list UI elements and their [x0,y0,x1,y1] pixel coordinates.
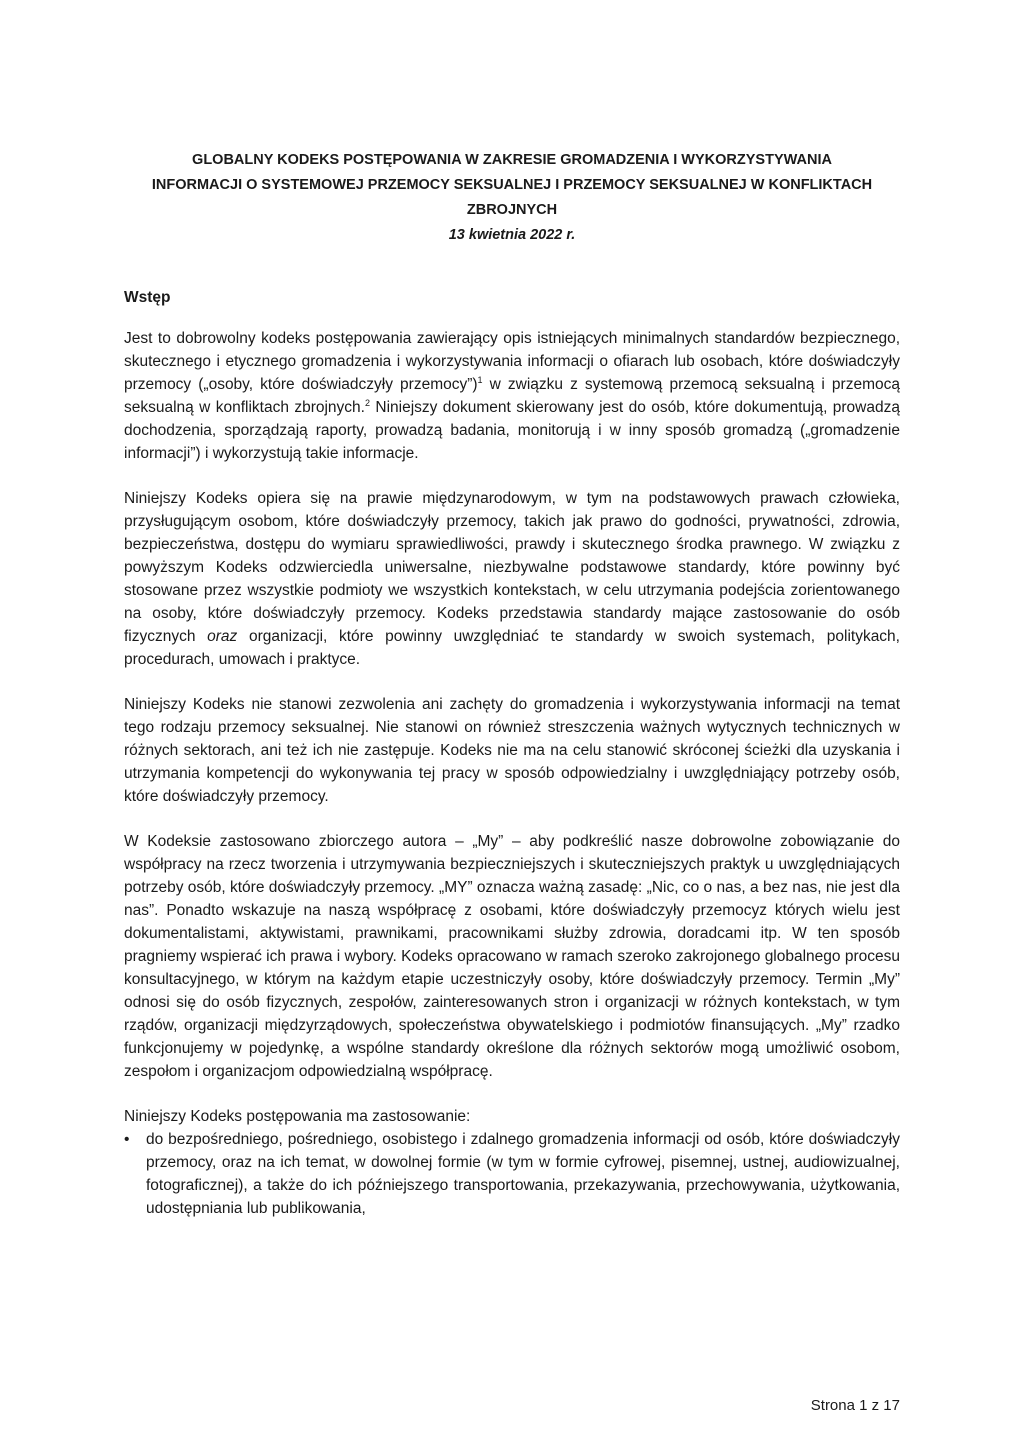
paragraph-4: W Kodeksie zastosowano zbiorczego autora – „My” – aby podkreślić nasze dobrowolne zobowiązanie do współpracy na rzecz tworzenia i utrzymywania bezpieczniejszych i skuteczniejszych praktyk u uwzględniających potrzeby osób, które doświadczyły przemocy. „MY” oznacza ważną zasadę: „Nic, co o nas, a bez nas, nie jest dla nas”. Ponadto wskazuje na naszą współpracę z osobami, które doświadczyły przemocyz których wielu jest dokumentalistami, aktywistami, prawnikami, pracownikami służby zdrowia, doradcami itp. W ten sposób pragniemy wspierać ich prawa i wybory. Kodeks opracowano w ramach szeroko zakrojonego globalnego procesu konsultacyjnego, w którym na każdym etapie uczestniczyły osoby, które doświadczyły przemocy. Termin „My” odnosi się do osób fizycznych, zespołów, zainteresowanych stron i organizacji w różnych kontekstach, w tym rządów, organizacji międzyrządowych, społeczeństwa obywatelskiego i podmiotów finansujących. „My” rzadko funkcjonujemy w pojedynkę, a wspólne standardy określone dla różnych sektorów mogą umożliwić osobom, zespołom i organizacjom odpowiedzialną współpracę. [124,833,900,1080]
paragraph-2-part-a: Niniejszy Kodeks opiera się na prawie międzynarodowym, w tym na podstawowych prawach człowieka, przysługującym osobom, które doświadczyły przemocy, takich jak prawo do godności, prywatności, zdrowia, bezpieczeństwa, dostępu do wymiaru sprawiedliwości, prawdy i skutecznego środka prawnego. W związku z powyższym Kodeks odzwierciedla uniwersalne, niezbywalne podstawowe standardy, które powinny być stosowane przez wszystkie podmioty we wszystkich kontekstach, w celu utrzymania podejścia zorientowanego na osoby, które doświadczyły przemocy. Kodeks przedstawia standardy mające zastosowanie do osób fizycznych [124,490,900,645]
paragraph-2-part-b: organizacji, które powinny uwzględniać te standardy w swoich systemach, politykach, procedurach, umowach i praktyce. [124,628,900,668]
paragraph-2-emphasis: oraz [207,628,238,645]
scope-intro: Niniejszy Kodeks postępowania ma zastosowanie: [124,1108,471,1125]
paragraph-1-part-c: Niniejszy dokument skierowany jest do osób, które dokumentują, prowadzą dochodzenia, sporządzają raporty, prowadzą badania, monitorują i w inny sposób gromadzą („gromadzenie informacji”) i wykorzystują takie informacje. [124,399,900,462]
scope-list [124,1128,900,1220]
document-body [124,286,900,1220]
paragraph-2 [124,487,900,671]
section-heading: Wstęp [124,289,171,306]
document-title [124,148,900,248]
paragraph-3: Niniejszy Kodeks nie stanowi zezwolenia ani zachęty do gromadzenia i wykorzystywania informacji na temat tego rodzaju przemocy seksualnej. Nie stanowi on również streszczenia ważnych wytycznych technicznych w różnych sektorach, ani też ich nie zastępuje. Kodeks nie ma na celu stanowić skróconej ścieżki dla uzyskania i utrzymania kompetencji do wykonywania tej pracy w sposób odpowiedzialny i uwzględniający potrzeby osób, które doświadczyły przemocy. [124,696,900,805]
document-date: 13 kwietnia 2022 r. [448,227,576,243]
title-line-1: GLOBALNY KODEKS POSTĘPOWANIA W ZAKRESIE GROMADZENIA I WYKORZYSTYWANIA [192,152,832,168]
paragraph-1-part-b: w związku z systemową przemocą seksualną i przemocą seksualną w konfliktach zbrojnych. [124,376,900,416]
title-line-2: INFORMACJI O SYSTEMOWEJ PRZEMOCY SEKSUALNEJ I PRZEMOCY SEKSUALNEJ W KONFLIKTACH [151,177,873,193]
page-number: Strona 1 z 17 [810,1397,900,1414]
footnote-ref-1[interactable]: 1 [477,374,483,385]
paragraph-1 [124,327,900,465]
paragraph-1-part-a: Jest to dobrowolny kodeks postępowania zawierający opis istniejących minimalnych standardów bezpiecznego, skutecznego i etycznego gromadzenia i wykorzystywania informacji o ofiarach lub osobach, które doświadczyły przemocy („osoby, które doświadczyły przemocy”) [124,330,900,393]
title-line-3: ZBROJNYCH [466,202,558,218]
footnote-ref-2[interactable]: 2 [364,397,370,408]
list-item: • do bezpośredniego, pośredniego, osobistego i zdalnego gromadzenia informacji od osób, które doświadczyły przemocy, oraz na ich temat, w dowolnej formie (w tym w formie cyfrowej, pisemnej, ustnej, audiowizualnej, fotograficznej), a także do ich późniejszego transportowania, przekazywania, przechowywania, użytkowania, udostępniania lub publikowania, [146,1128,900,1220]
